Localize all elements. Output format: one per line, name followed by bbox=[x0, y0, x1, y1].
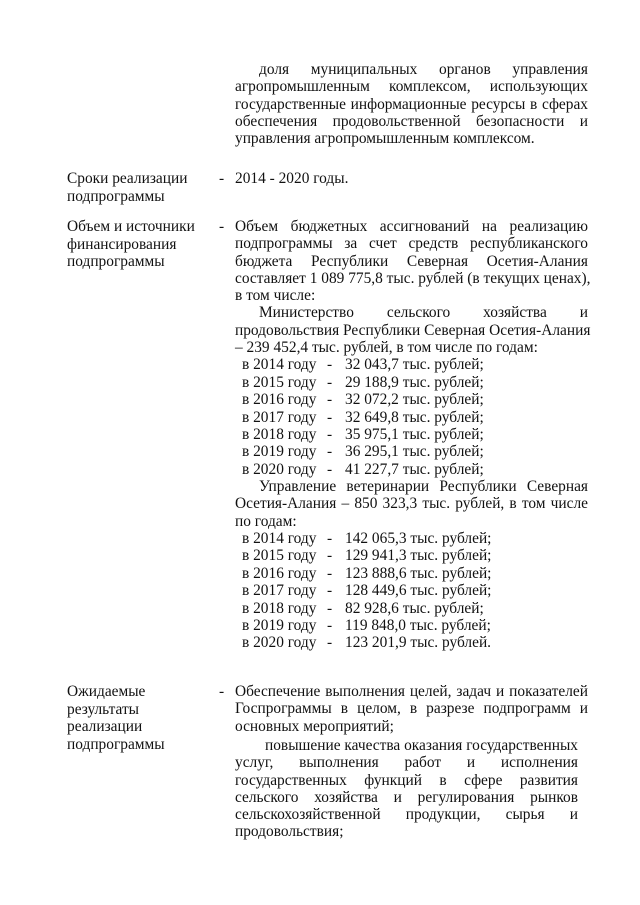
text-line: Министерство сельского хозяйства и bbox=[259, 304, 588, 322]
amount: 41 227,7 тыс. рублей; bbox=[345, 460, 484, 478]
year-dash: - bbox=[327, 373, 333, 391]
year: в 2017 году bbox=[242, 408, 317, 426]
year-dash: - bbox=[327, 356, 333, 374]
amount: 29 188,9 тыс. рублей; bbox=[345, 373, 484, 391]
year-row bbox=[235, 617, 588, 634]
amount: 123 888,6 тыс. рублей; bbox=[345, 564, 492, 582]
amount: 119 848,0 тыс. рублей; bbox=[345, 616, 491, 634]
amount: 128 449,6 тыс. рублей; bbox=[345, 582, 492, 600]
amount: 129 941,3 тыс. рублей; bbox=[345, 547, 492, 565]
amount: 35 975,1 тыс. рублей; bbox=[345, 425, 484, 443]
year-row bbox=[235, 530, 588, 547]
year-row bbox=[235, 582, 588, 599]
text-line: по годам: bbox=[235, 512, 297, 530]
year: в 2017 году bbox=[242, 582, 317, 600]
text-line: Обеспечение выполнения целей, задач и показателей bbox=[235, 683, 588, 700]
year: в 2020 году bbox=[242, 634, 317, 652]
text-line: агропромышленным комплексом, использующих bbox=[235, 78, 588, 96]
ministry-years-list bbox=[235, 356, 588, 478]
label-line: реализации bbox=[67, 718, 143, 735]
year: в 2020 году bbox=[242, 460, 317, 478]
year-dash: - bbox=[327, 408, 333, 426]
text-line: Осетия-Алания – 850 323,3 тыс. рублей, в том числе bbox=[235, 495, 588, 513]
target-indicators-continuation bbox=[235, 61, 588, 147]
year-dash: - bbox=[327, 530, 333, 547]
year-row bbox=[235, 565, 588, 582]
text-line: продовольствия Республики Северная Осетия-Алания bbox=[235, 321, 591, 339]
text-line: услуг, выполнения работ и исполнения bbox=[235, 754, 578, 772]
text-line: продовольствия; bbox=[235, 823, 344, 841]
label-line: Ожидаемые bbox=[67, 683, 146, 700]
text-line: Госпрограммы в целом, в разрезе подпрограмм и bbox=[235, 700, 588, 718]
year-dash: - bbox=[327, 391, 333, 409]
year-row bbox=[235, 426, 588, 443]
year: в 2015 году bbox=[242, 373, 317, 391]
year-row bbox=[235, 634, 588, 651]
text-line: управления агропромышленным комплексом. bbox=[235, 130, 535, 148]
label-line: подпрограммы bbox=[67, 735, 165, 753]
text-line: государственных функций в сфере развития bbox=[235, 771, 578, 789]
year-row bbox=[235, 356, 588, 373]
year: в 2014 году bbox=[242, 530, 317, 547]
year-dash: - bbox=[327, 547, 333, 565]
text-line: в том числе: bbox=[235, 287, 316, 305]
year: в 2019 году bbox=[242, 443, 317, 461]
timing-dash: - bbox=[219, 170, 225, 187]
year-dash: - bbox=[327, 599, 333, 617]
timing-label bbox=[67, 170, 212, 205]
results-dash: - bbox=[219, 683, 225, 700]
year-row bbox=[235, 443, 588, 460]
amount: 32 072,2 тыс. рублей; bbox=[345, 391, 484, 409]
amount: 36 295,1 тыс. рублей; bbox=[345, 443, 484, 461]
funding-label bbox=[67, 218, 212, 271]
label-line: Сроки реализации bbox=[67, 170, 188, 187]
label-line: финансирования bbox=[67, 235, 177, 253]
year-dash: - bbox=[327, 443, 333, 461]
year-dash: - bbox=[327, 582, 333, 600]
year-dash: - bbox=[327, 616, 333, 634]
year-dash: - bbox=[327, 634, 333, 652]
year: в 2014 году bbox=[242, 356, 317, 374]
text-line: составляет 1 089 775,8 тыс. рублей (в текущих ценах), bbox=[235, 269, 591, 287]
year: в 2016 году bbox=[242, 564, 317, 582]
vet-years-list bbox=[235, 530, 588, 652]
label-line: Объем и источники bbox=[67, 218, 195, 235]
text-line: государственные информационные ресурсы в сферах bbox=[235, 95, 588, 113]
amount: 142 065,3 тыс. рублей; bbox=[345, 530, 492, 547]
text-line: подпрограммы за счет средств республиканского bbox=[235, 235, 588, 253]
year-row bbox=[235, 391, 588, 408]
results-content bbox=[235, 683, 588, 735]
amount: 82 928,6 тыс. рублей; bbox=[345, 599, 484, 617]
label-line: подпрограммы bbox=[67, 187, 165, 205]
year: в 2015 году bbox=[242, 547, 317, 565]
amount: 32 043,7 тыс. рублей; bbox=[345, 356, 484, 374]
timing-value: 2014 - 2020 годы. bbox=[235, 170, 349, 187]
text-line: Объем бюджетных ассигнований на реализацию bbox=[235, 218, 588, 235]
amount: 123 201,9 тыс. рублей. bbox=[345, 634, 492, 652]
results-content-2 bbox=[235, 737, 578, 841]
year-row bbox=[235, 461, 588, 478]
year-row bbox=[235, 374, 588, 391]
text-line: бюджета Республики Северная Осетия-Алания bbox=[235, 252, 588, 270]
text-line: обеспечения продовольственной безопасности и bbox=[235, 112, 588, 130]
year: в 2018 году bbox=[242, 599, 317, 617]
text-line: Управление ветеринарии Республики Северная bbox=[259, 478, 588, 496]
year-dash: - bbox=[327, 425, 333, 443]
label-line: результаты bbox=[67, 700, 140, 718]
year: в 2016 году bbox=[242, 391, 317, 409]
text-line: доля муниципальных органов управления bbox=[259, 61, 588, 78]
text-line: сельскохозяйственной продукции, сырья и bbox=[235, 806, 578, 824]
year: в 2019 году bbox=[242, 616, 317, 634]
amount: 32 649,8 тыс. рублей; bbox=[345, 408, 484, 426]
funding-dash: - bbox=[219, 218, 225, 235]
text-line: основных мероприятий; bbox=[235, 717, 394, 735]
year-row bbox=[235, 409, 588, 426]
text-line: – 239 452,4 тыс. рублей, в том числе по годам: bbox=[235, 339, 538, 357]
year-row bbox=[235, 547, 588, 564]
year-dash: - bbox=[327, 564, 333, 582]
funding-content bbox=[235, 218, 591, 652]
results-label bbox=[67, 683, 212, 753]
label-line: подпрограммы bbox=[67, 253, 165, 270]
text-line: сельского хозяйства и регулирования рынков bbox=[235, 788, 578, 806]
year: в 2018 году bbox=[242, 425, 317, 443]
year-dash: - bbox=[327, 460, 333, 478]
text-line: повышение качества оказания государственных bbox=[265, 737, 578, 754]
year-row bbox=[235, 600, 588, 617]
